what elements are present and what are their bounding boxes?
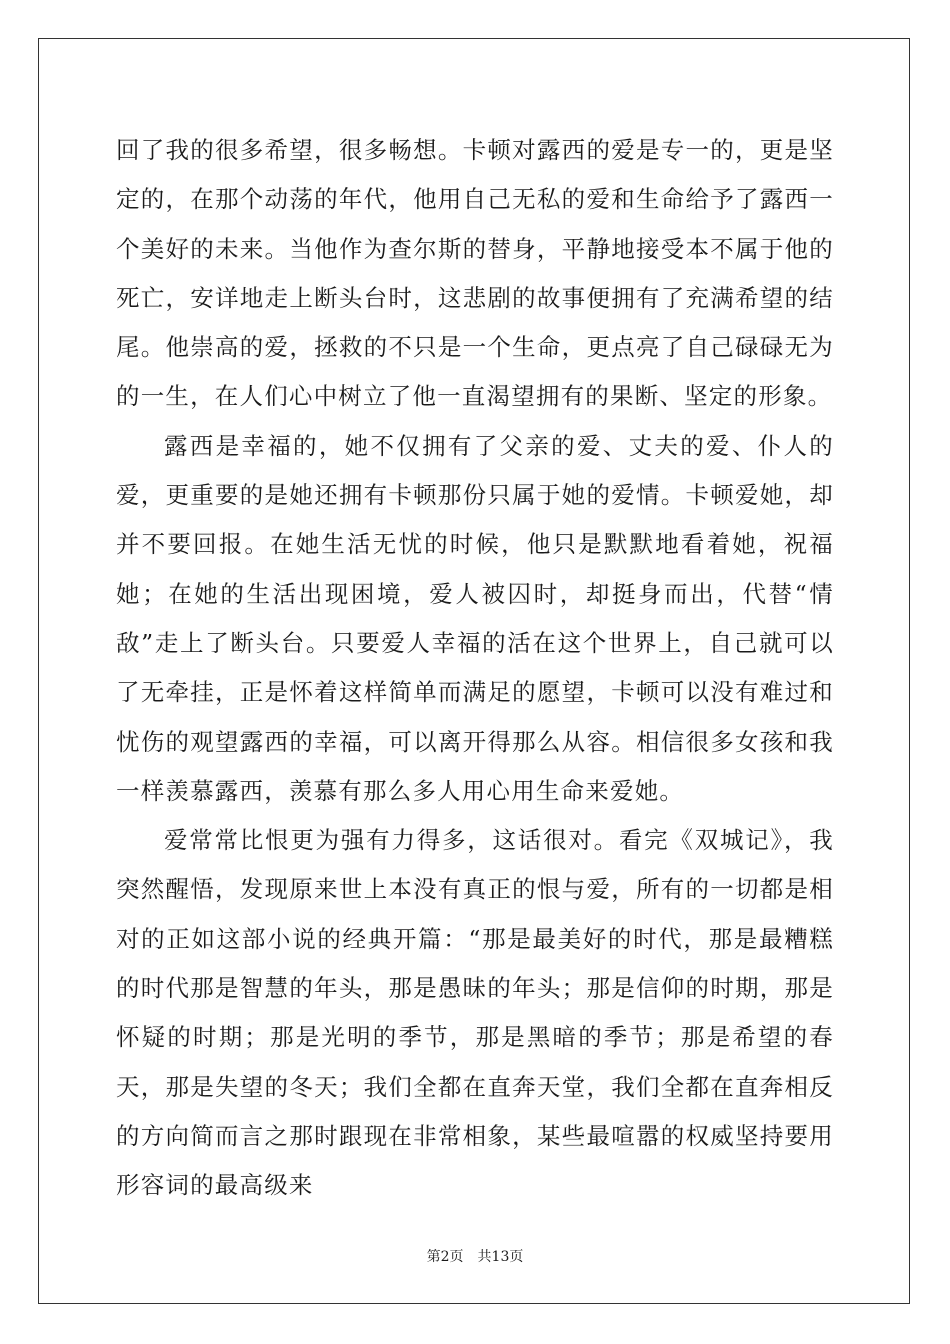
document-body	[116, 126, 834, 1211]
paragraph-3: 爱常常比恨更为强有力得多，这话很对。看完《双城记》，我突然醒悟，发现原来世上本没有真正的恨与爱，所有的一切都是相对的正如这部小说的经典开篇：“那是最美好的时代，那是最糟糕的时代那是智慧的年头，那是愚昧的年头；那是信仰的时期，那是怀疑的时期；那是光明的季节，那是黑暗的季节；那是希望的春天，那是失望的冬天；我们全都在直奔天堂，我们全都在直奔相反的方向简而言之那时跟现在非常相象，某些最喧嚣的权威坚持要用形容词的最高级来	[116, 826, 834, 1200]
paragraph-1: 回了我的很多希望，很多畅想。卡顿对露西的爱是专一的，更是坚定的，在那个动荡的年代，他用自己无私的爱和生命给予了露西一个美好的未来。当他作为查尔斯的替身，平静地接受本不属于他的死亡，安详地走上断头台时，这悲剧的故事便拥有了充满希望的结尾。他崇高的爱，拯救的不只是一个生命，更点亮了自己碌碌无为的一生，在人们心中树立了他一直渴望拥有的果断、坚定的形象。	[116, 136, 834, 411]
page-footer	[0, 1246, 950, 1266]
page-number: 第2页	[426, 1249, 464, 1265]
paragraph-2: 露西是幸福的，她不仅拥有了父亲的爱、丈夫的爱、仆人的爱，更重要的是她还拥有卡顿那份只属于她的爱情。卡顿爱她，却并不要回报。在她生活无忧的时候，他只是默默地看着她，祝福她；在她的生活出现困境，爱人被囚时，却挺身而出，代替“情敌”走上了断头台。只要爱人幸福的活在这个世界上，自己就可以了无牵挂，正是怀着这样简单而满足的愿望，卡顿可以没有难过和忧伤的观望露西的幸福，可以离开得那么从容。相信很多女孩和我一样羡慕露西，羡慕有那么多人用心用生命来爱她。	[116, 431, 834, 805]
page-total: 共13页	[477, 1249, 524, 1265]
